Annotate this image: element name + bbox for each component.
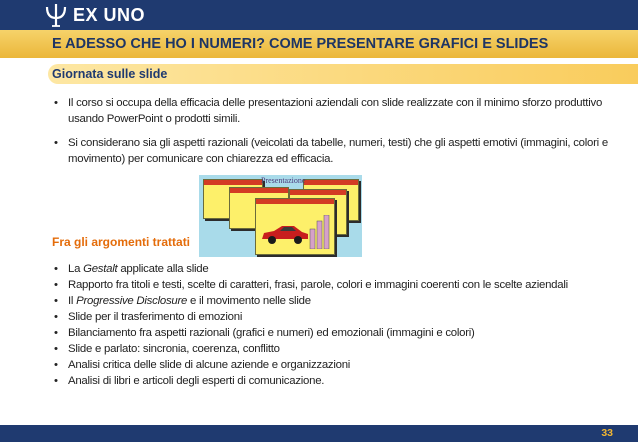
top-bar bbox=[0, 0, 638, 30]
brand-logo bbox=[45, 3, 145, 27]
section-title: Fra gli argomenti trattati bbox=[52, 235, 191, 249]
presentation-illustration bbox=[199, 175, 362, 257]
illustration-label: Presentazione bbox=[261, 176, 306, 185]
intro-bullet: • Si considerano sia gli aspetti razionali (veicolati da tabelle, numeri, testi) che gli aspetti emotivi (immagini, colori e movimento) per comunicare con chiarezza ed efficacia. bbox=[52, 135, 612, 167]
title-bar bbox=[0, 30, 638, 58]
intro-bullet: • Il corso si occupa della efficacia delle presentazioni aziendali con slide realizzate con il minimo sforzo produttivo usando PowerPoint o prodotti simili. bbox=[52, 95, 612, 127]
intro-bullet-list bbox=[52, 95, 612, 175]
slide-card bbox=[255, 198, 335, 255]
topic-item: • Bilanciamento fra aspetti razionali (grafici e numeri) ed emozionali (immagini e colori) bbox=[52, 325, 612, 341]
topic-item: • Analisi critica delle slide di alcune aziende e organizzazioni bbox=[52, 357, 612, 373]
topic-item: • Analisi di libri e articoli degli esperti di comunicazione. bbox=[52, 373, 612, 389]
topic-list bbox=[52, 261, 612, 389]
sports-car-icon bbox=[260, 223, 310, 245]
topic-item: • Slide e parlato: sincronia, coerenza, conflitto bbox=[52, 341, 612, 357]
brand-name: EX UNO bbox=[73, 4, 146, 25]
topic-item: • La Gestalt applicate alla slide bbox=[52, 261, 612, 277]
topic-item: • Il Progressive Disclosure e il movimento nelle slide bbox=[52, 293, 612, 309]
psi-icon bbox=[45, 3, 67, 27]
page-number: 33 bbox=[601, 427, 613, 439]
footer-bar bbox=[0, 425, 638, 442]
bar-chart-icon bbox=[309, 215, 331, 249]
topic-item: • Slide per il trasferimento di emozioni bbox=[52, 309, 612, 325]
topic-item: • Rapporto fra titoli e testi, scelte di caratteri, frasi, parole, colori e immagini coerenti con le scelte aziendali bbox=[52, 277, 612, 293]
slide-subtitle: Giornata sulle slide bbox=[52, 67, 168, 81]
slide-title: E ADESSO CHE HO I NUMERI? COME PRESENTARE GRAFICI E SLIDES bbox=[52, 36, 549, 52]
